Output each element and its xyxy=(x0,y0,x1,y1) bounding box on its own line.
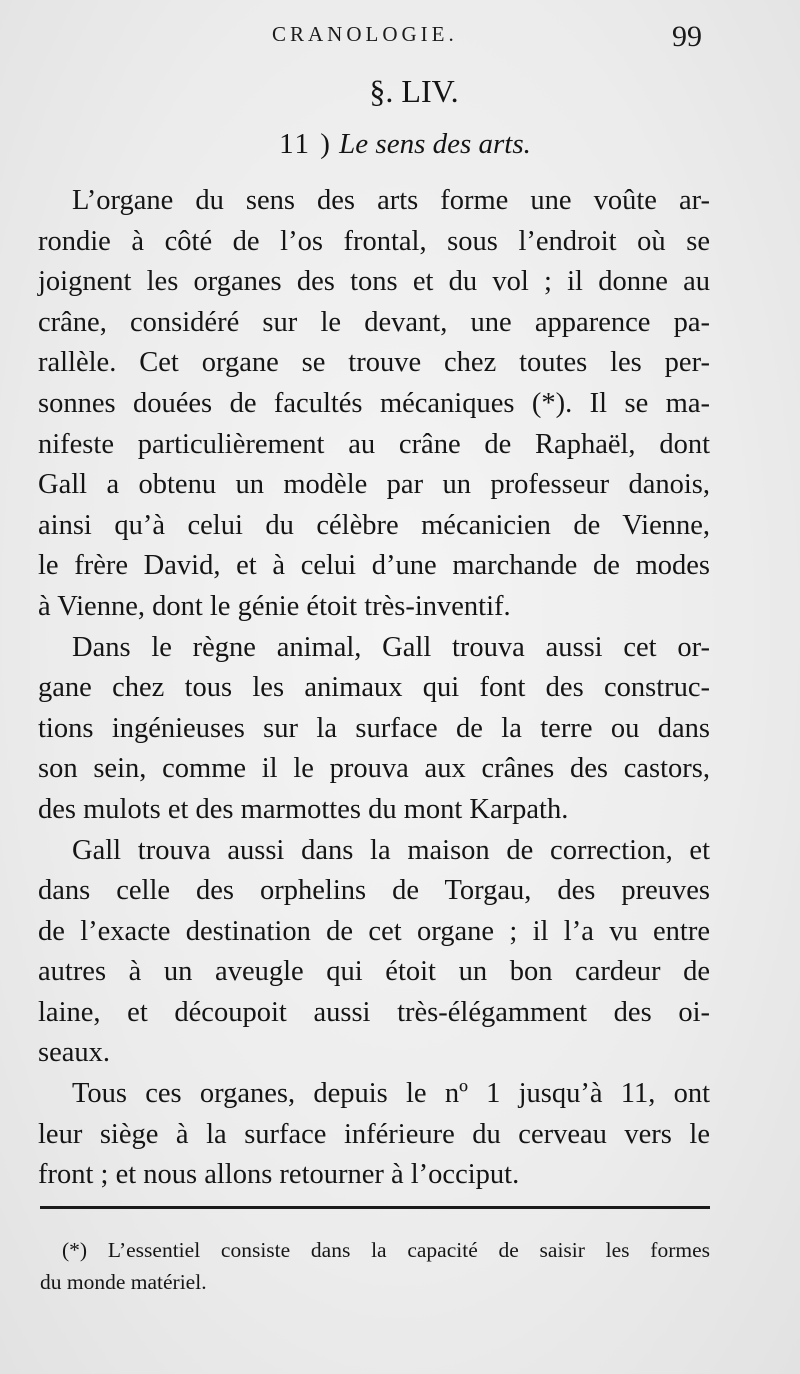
paragraph-3-line: Gall trouva aussi dans la maison de correction, et xyxy=(72,834,710,866)
paragraph-3-line: seaux. xyxy=(38,1037,111,1069)
section-heading: §. LIV. xyxy=(369,73,459,109)
body-text xyxy=(38,181,710,1196)
paragraph-1-line: L’organe du sens des arts forme une voûte ar- xyxy=(72,185,710,216)
running-head xyxy=(0,20,800,54)
paragraph-3-line: dans celle des orphelins de Torgau, des preuves xyxy=(38,875,710,907)
running-title: CRANOLOGIE. xyxy=(272,22,458,46)
paragraph-1-line: à Vienne, dont le génie étoit très-inventif. xyxy=(38,590,511,622)
paragraph-4-line: front ; et nous allons retourner à l’occiput. xyxy=(38,1159,520,1191)
paragraph-3-line: autres à un aveugle qui étoit un bon cardeur de xyxy=(38,956,710,988)
paragraph-2-line: tions ingénieuses sur la surface de la terre ou dans xyxy=(38,712,710,744)
paragraph-1-line: ainsi qu’à celui du célèbre mécanicien de Vienne, xyxy=(38,509,710,541)
paragraph-4-line: Tous ces organes, depuis le nº 1 jusqu’à 11, ont xyxy=(72,1078,710,1110)
paragraph-1-line: nifeste particulièrement au crâne de Raphaël, dont xyxy=(38,428,710,460)
footnote xyxy=(40,1234,710,1298)
paragraph-1-line: rondie à côté de l’os frontal, sous l’endroit où se xyxy=(38,225,710,257)
section-subtitle xyxy=(0,128,800,161)
paragraph-1-line: sonnes douées de facultés mécaniques (*). Il se ma- xyxy=(38,387,710,419)
footnote-divider xyxy=(40,1206,710,1209)
page-number: 99 xyxy=(672,20,702,53)
paragraph-4-line: leur siège à la surface inférieure du cerveau vers le xyxy=(38,1118,710,1150)
footnote-line: du monde matériel. xyxy=(40,1270,207,1294)
paragraph-2-line: des mulots et des marmottes du mont Karpath. xyxy=(38,793,569,825)
paragraph-3-line: de l’exacte destination de cet organe ; il l’a vu entre xyxy=(38,915,710,947)
paragraph-2-line: Dans le règne animal, Gall trouva aussi cet or- xyxy=(72,631,710,663)
paragraph-1-line: le frère David, et à celui d’une marchande de modes xyxy=(38,550,710,582)
paragraph-1-line: Gall a obtenu un modèle par un professeur danois, xyxy=(38,469,710,501)
section-title: Le sens des arts. xyxy=(339,128,531,160)
footnote-line: (*) L’essentiel consiste dans la capacité de saisir les formes xyxy=(62,1238,710,1262)
paragraph-3-line: laine, et découpoit aussi très-élégamment des oi- xyxy=(38,996,710,1028)
paragraph-2-line: son sein, comme il le prouva aux crânes des castors, xyxy=(38,753,710,785)
paragraph-1-line: joignent les organes des tons et du vol ; il donne au xyxy=(38,266,710,298)
section-number: 11 ) xyxy=(279,128,332,160)
paragraph-1-line: rallèle. Cet organe se trouve chez toutes les per- xyxy=(38,347,710,379)
paragraph-1-line: crâne, considéré sur le devant, une apparence pa- xyxy=(38,306,710,338)
paragraph-2-line: gane chez tous les animaux qui font des construc- xyxy=(38,672,710,704)
